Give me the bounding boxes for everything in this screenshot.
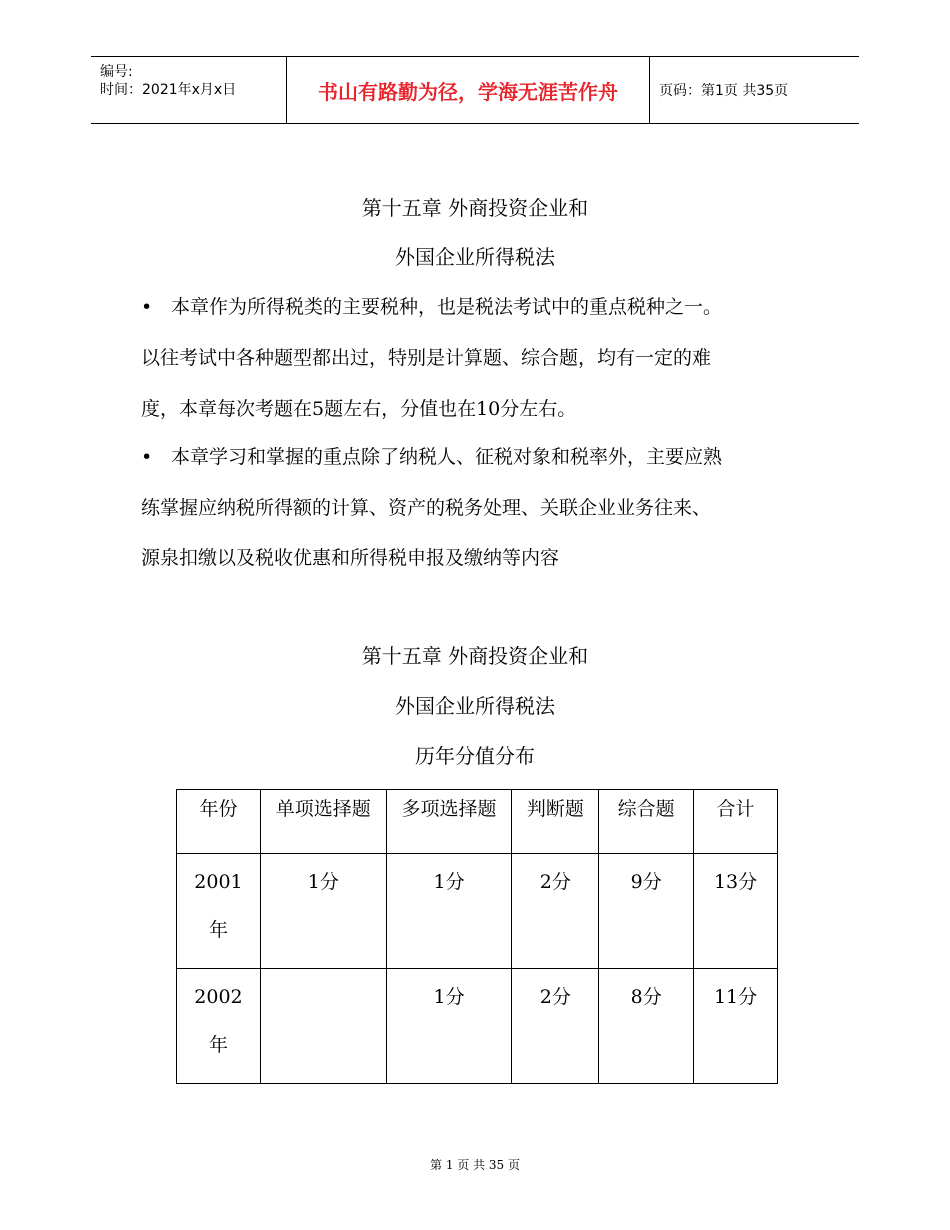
section2-title-line2: 外国企业所得税法 <box>395 694 555 718</box>
cell-year <box>177 854 261 969</box>
header-single-choice: 单项选择题 <box>260 790 386 854</box>
header-meta <box>91 57 287 123</box>
cell-comprehensive: 8分 <box>599 969 694 1084</box>
cell-judge: 2分 <box>512 854 599 969</box>
cell-single <box>260 969 386 1084</box>
page-footer: 第 1 页 共 35 页 <box>430 1158 520 1172</box>
year-char: 年 <box>208 919 228 941</box>
number-label: 编号: <box>100 64 133 80</box>
score-distribution-table <box>176 789 778 1084</box>
cell-total: 13分 <box>694 854 778 969</box>
year-number: 2001 <box>194 871 243 893</box>
cell-judge: 2分 <box>512 969 599 1084</box>
cell-single: 1分 <box>260 854 386 969</box>
bullet2-line3: 源泉扣缴以及税收优惠和所得税申报及缴纳等内容 <box>141 547 560 569</box>
header-total: 合计 <box>694 790 778 854</box>
bullet2-line2: 练掌握应纳税所得额的计算、资产的税务处理、关联企业业务往来、 <box>141 497 712 519</box>
bullet1-line1 <box>141 294 811 320</box>
cell-year <box>177 969 261 1084</box>
year-char: 年 <box>208 1034 228 1056</box>
chapter-title-line1: 第十五章 外商投资企业和 <box>361 196 589 220</box>
bullet2-text1: 本章学习和掌握的重点除了纳税人、征税对象和税率外，主要应熟 <box>171 446 723 468</box>
cell-comprehensive: 9分 <box>599 854 694 969</box>
cell-multiple: 1分 <box>386 969 512 1084</box>
header-judgement: 判断题 <box>512 790 599 854</box>
header-year: 年份 <box>177 790 261 854</box>
year-number: 2002 <box>194 986 243 1008</box>
table-header-row <box>177 790 778 854</box>
section2-title-line1: 第十五章 外商投资企业和 <box>361 644 589 668</box>
header-motto: 书山有路勤为径，学海无涯苦作舟 <box>287 57 650 123</box>
bullet-symbol: • <box>141 296 153 318</box>
page-header <box>91 56 859 124</box>
bullet1-line2: 以往考试中各种题型都出过，特别是计算题、综合题，均有一定的难 <box>141 347 712 369</box>
header-page-info: 页码：第1页 共35页 <box>659 83 789 99</box>
section2-title-line3: 历年分值分布 <box>415 744 535 768</box>
bullet-symbol: • <box>141 446 153 468</box>
header-comprehensive: 综合题 <box>599 790 694 854</box>
time-label: 时间：2021年x月x日 <box>100 82 237 98</box>
bullet2-line1 <box>141 444 811 470</box>
bullet1-text1: 本章作为所得税类的主要税种，也是税法考试中的重点税种之一。 <box>171 296 723 318</box>
bullet1-line3: 度，本章每次考题在5题左右，分值也在10分左右。 <box>141 398 577 420</box>
chapter-title-line2: 外国企业所得税法 <box>395 245 555 269</box>
cell-multiple: 1分 <box>386 854 512 969</box>
table-row <box>177 854 778 969</box>
cell-total: 11分 <box>694 969 778 1084</box>
header-multiple-choice: 多项选择题 <box>386 790 512 854</box>
table-row <box>177 969 778 1084</box>
